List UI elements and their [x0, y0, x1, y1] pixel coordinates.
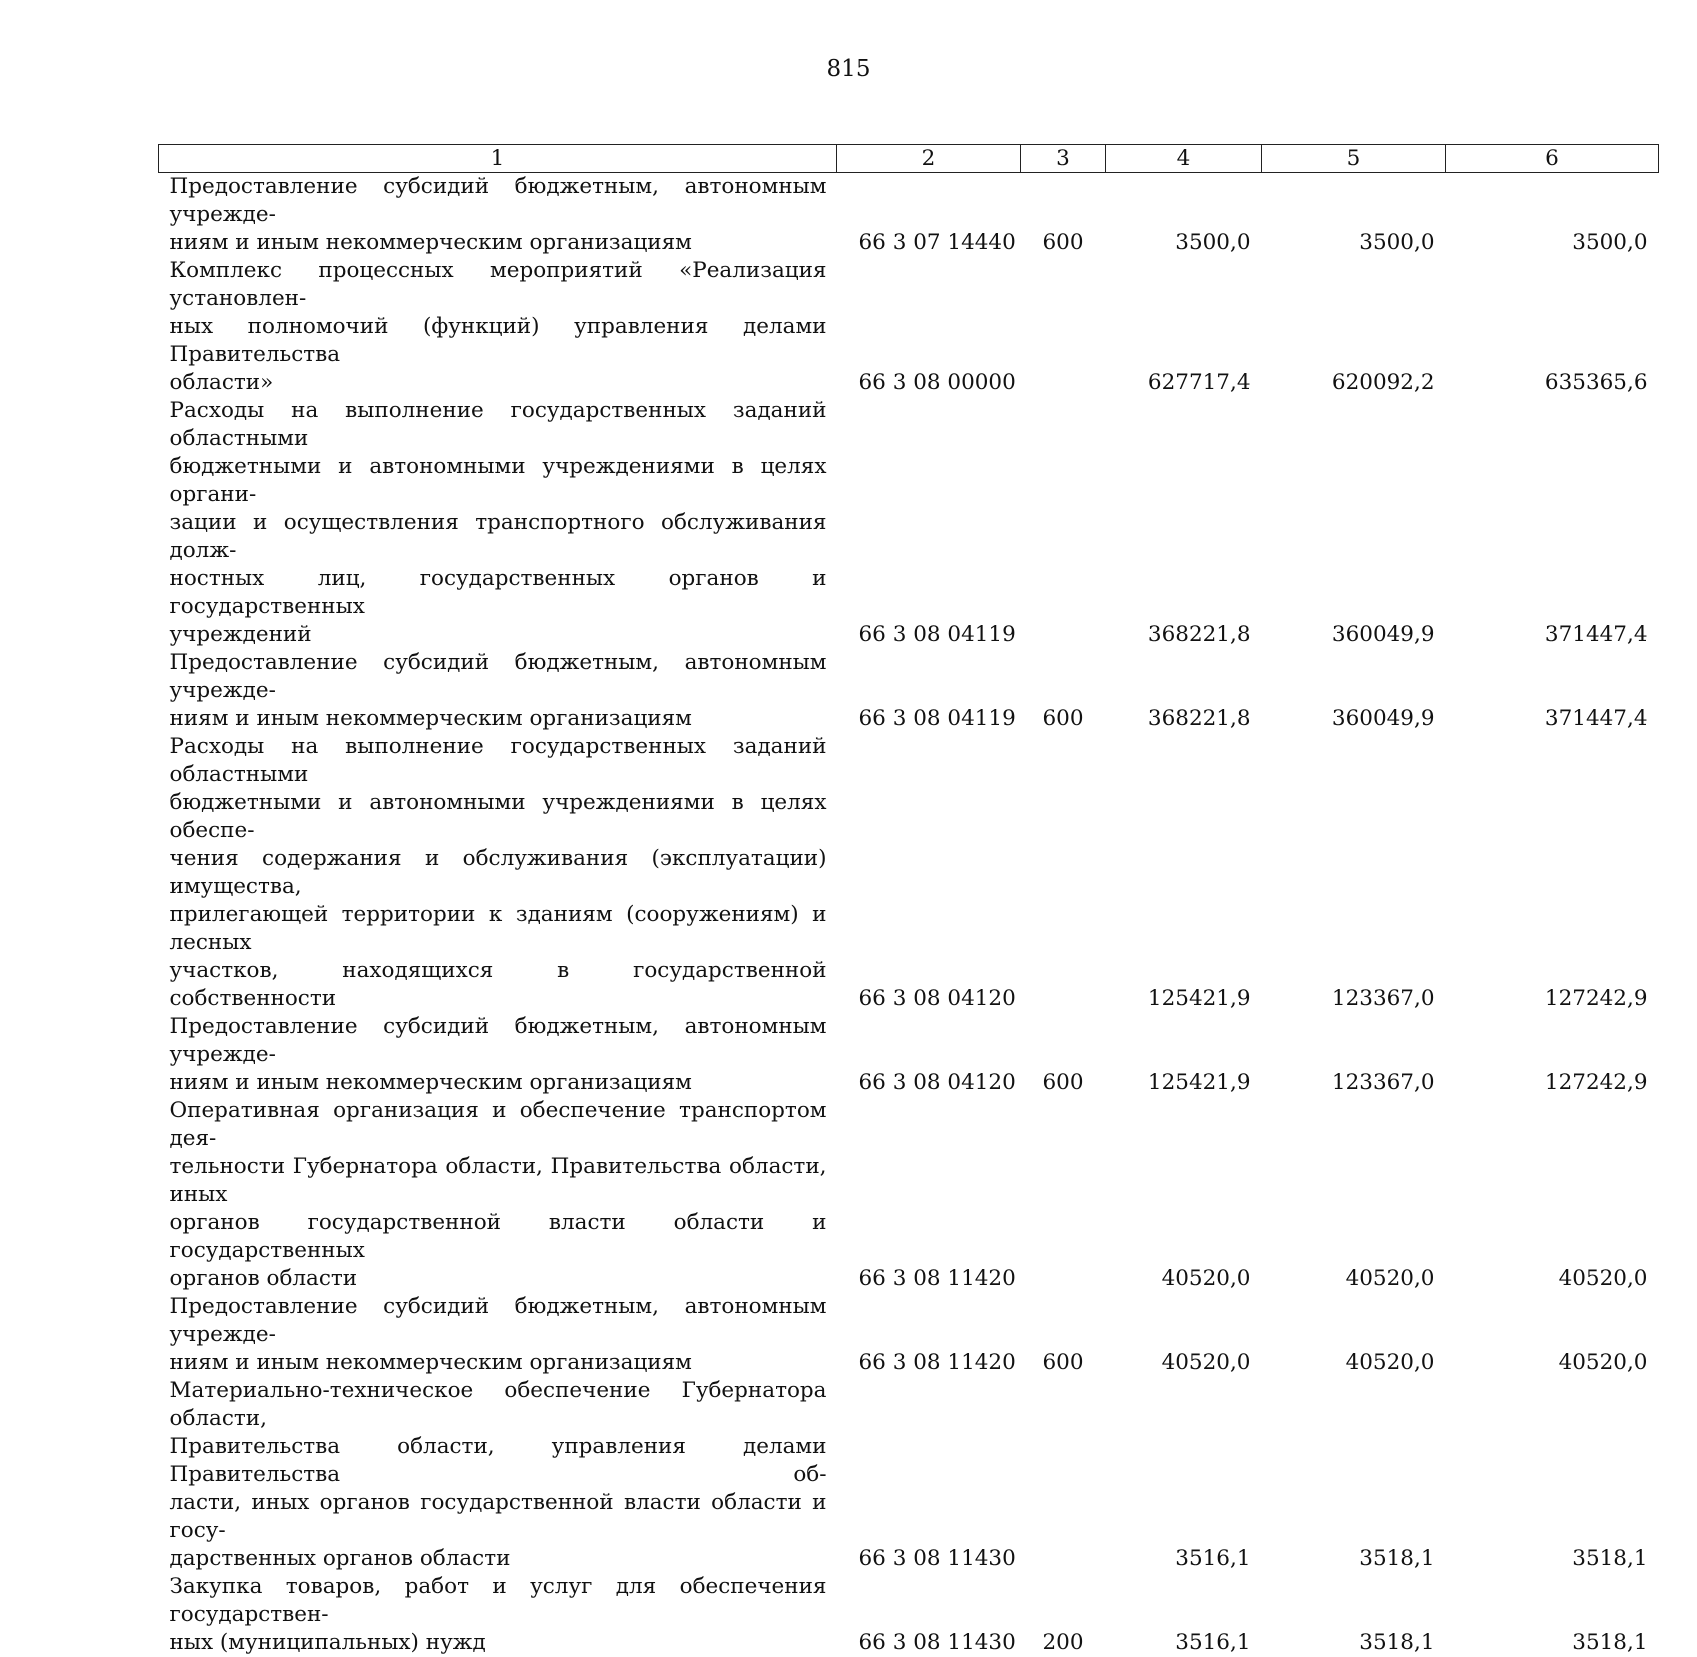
row-name-line: Правительства области, управления делами Правительства об-	[170, 1433, 827, 1489]
row-name-line: ниям и иным некоммерческим организациям	[170, 1349, 827, 1377]
row-value-col4: 3516,1	[1106, 1573, 1262, 1657]
row-name-line: органов государственной власти области и государственных	[170, 1209, 827, 1265]
row-value-col6: 371447,4	[1446, 649, 1659, 733]
row-name-line: ных полномочий (функций) управления делами Правительства	[170, 313, 827, 369]
row-name-line: Предоставление субсидий бюджетным, автономным учрежде-	[170, 1293, 827, 1349]
table-row	[159, 257, 1659, 397]
row-code: 66 3 07 14440	[837, 173, 1021, 258]
row-name-line: Расходы на выполнение государственных заданий областными	[170, 733, 827, 789]
table-row	[159, 397, 1659, 649]
row-value-col4: 3516,1	[1106, 1377, 1262, 1573]
row-name	[159, 397, 837, 649]
row-name-line: участков, находящихся в государственной собственности	[170, 957, 827, 1013]
row-name-line: Комплекс процессных мероприятий «Реализация установлен-	[170, 257, 827, 313]
table-header	[159, 145, 1659, 173]
row-name	[159, 733, 837, 1013]
row-name-line: органов области	[170, 1265, 827, 1293]
row-name	[159, 1377, 837, 1573]
row-name-line: области»	[170, 369, 827, 397]
budget-table	[158, 144, 1659, 1657]
row-code: 66 3 08 04119	[837, 397, 1021, 649]
row-expense-type: 600	[1021, 173, 1106, 258]
row-name-line: ниям и иным некоммерческим организациям	[170, 1069, 827, 1097]
row-value-col6: 3518,1	[1446, 1573, 1659, 1657]
row-name	[159, 257, 837, 397]
table-row	[159, 1293, 1659, 1377]
table-row	[159, 1013, 1659, 1097]
row-expense-type: 600	[1021, 1293, 1106, 1377]
table-body	[159, 173, 1659, 1657]
row-name	[159, 1573, 837, 1657]
row-value-col6: 40520,0	[1446, 1097, 1659, 1293]
row-value-col4: 3500,0	[1106, 173, 1262, 258]
table-row	[159, 733, 1659, 1013]
row-name	[159, 1097, 837, 1293]
table-row	[159, 1097, 1659, 1293]
row-value-col4: 40520,0	[1106, 1293, 1262, 1377]
row-value-col6: 635365,6	[1446, 257, 1659, 397]
row-value-col4: 627717,4	[1106, 257, 1262, 397]
row-value-col5: 3500,0	[1262, 173, 1446, 258]
row-expense-type: 600	[1021, 649, 1106, 733]
column-header-1: 1	[159, 145, 837, 173]
row-name-line: ниям и иным некоммерческим организациям	[170, 229, 827, 257]
table-row	[159, 649, 1659, 733]
row-name	[159, 1293, 837, 1377]
row-expense-type: 200	[1021, 1573, 1106, 1657]
row-name	[159, 173, 837, 258]
row-value-col5: 360049,9	[1262, 649, 1446, 733]
row-name-line: бюджетными и автономными учреждениями в целях обеспе-	[170, 789, 827, 845]
column-header-4: 4	[1106, 145, 1262, 173]
row-name-line: Предоставление субсидий бюджетным, автономным учрежде-	[170, 649, 827, 705]
row-value-col4: 40520,0	[1106, 1097, 1262, 1293]
row-value-col6: 3500,0	[1446, 173, 1659, 258]
row-expense-type	[1021, 1097, 1106, 1293]
row-value-col4: 368221,8	[1106, 649, 1262, 733]
row-name-line: Оперативная организация и обеспечение транспортом дея-	[170, 1097, 827, 1153]
row-code: 66 3 08 04120	[837, 1013, 1021, 1097]
row-value-col4: 125421,9	[1106, 733, 1262, 1013]
row-value-col6: 40520,0	[1446, 1293, 1659, 1377]
row-name-line: Закупка товаров, работ и услуг для обеспечения государствен-	[170, 1573, 827, 1629]
row-value-col5: 123367,0	[1262, 1013, 1446, 1097]
row-code: 66 3 08 00000	[837, 257, 1021, 397]
row-name-line: ных (муниципальных) нужд	[170, 1629, 827, 1657]
row-value-col6: 127242,9	[1446, 733, 1659, 1013]
column-header-2: 2	[837, 145, 1021, 173]
row-code: 66 3 08 11430	[837, 1377, 1021, 1573]
row-code: 66 3 08 11430	[837, 1573, 1021, 1657]
row-name-line: дарственных органов области	[170, 1545, 827, 1573]
row-expense-type	[1021, 1377, 1106, 1573]
row-value-col5: 40520,0	[1262, 1293, 1446, 1377]
row-expense-type: 600	[1021, 1013, 1106, 1097]
column-header-5: 5	[1262, 145, 1446, 173]
row-value-col6: 127242,9	[1446, 1013, 1659, 1097]
row-name-line: Предоставление субсидий бюджетным, автономным учрежде-	[170, 173, 827, 229]
row-name	[159, 649, 837, 733]
row-code: 66 3 08 04120	[837, 733, 1021, 1013]
row-code: 66 3 08 11420	[837, 1293, 1021, 1377]
row-name-line: ностных лиц, государственных органов и государственных	[170, 565, 827, 621]
column-header-6: 6	[1446, 145, 1659, 173]
row-value-col5: 40520,0	[1262, 1097, 1446, 1293]
row-name-line: ниям и иным некоммерческим организациям	[170, 705, 827, 733]
row-name-line: бюджетными и автономными учреждениями в целях органи-	[170, 453, 827, 509]
row-value-col5: 360049,9	[1262, 397, 1446, 649]
row-name-line: чения содержания и обслуживания (эксплуатации) имущества,	[170, 845, 827, 901]
row-code: 66 3 08 04119	[837, 649, 1021, 733]
row-name-line: учреждений	[170, 621, 827, 649]
column-header-3: 3	[1021, 145, 1106, 173]
page-number: 815	[0, 54, 1697, 84]
table-row	[159, 173, 1659, 258]
row-name	[159, 1013, 837, 1097]
table-row	[159, 1377, 1659, 1573]
row-value-col5: 3518,1	[1262, 1377, 1446, 1573]
row-expense-type	[1021, 733, 1106, 1013]
row-value-col5: 620092,2	[1262, 257, 1446, 397]
row-value-col5: 3518,1	[1262, 1573, 1446, 1657]
row-name-line: зации и осуществления транспортного обслуживания долж-	[170, 509, 827, 565]
row-expense-type	[1021, 397, 1106, 649]
row-name-line: Материально-техническое обеспечение Губернатора области,	[170, 1377, 827, 1433]
table-row	[159, 1573, 1659, 1657]
row-expense-type	[1021, 257, 1106, 397]
row-value-col5: 123367,0	[1262, 733, 1446, 1013]
row-name-line: ласти, иных органов государственной власти области и госу-	[170, 1489, 827, 1545]
row-value-col6: 3518,1	[1446, 1377, 1659, 1573]
row-name-line: прилегающей территории к зданиям (сооружениям) и лесных	[170, 901, 827, 957]
header-row	[159, 145, 1659, 173]
row-name-line: тельности Губернатора области, Правительства области, иных	[170, 1153, 827, 1209]
row-value-col6: 371447,4	[1446, 397, 1659, 649]
row-value-col4: 368221,8	[1106, 397, 1262, 649]
row-value-col4: 125421,9	[1106, 1013, 1262, 1097]
row-name-line: Расходы на выполнение государственных заданий областными	[170, 397, 827, 453]
row-code: 66 3 08 11420	[837, 1097, 1021, 1293]
row-name-line: Предоставление субсидий бюджетным, автономным учрежде-	[170, 1013, 827, 1069]
